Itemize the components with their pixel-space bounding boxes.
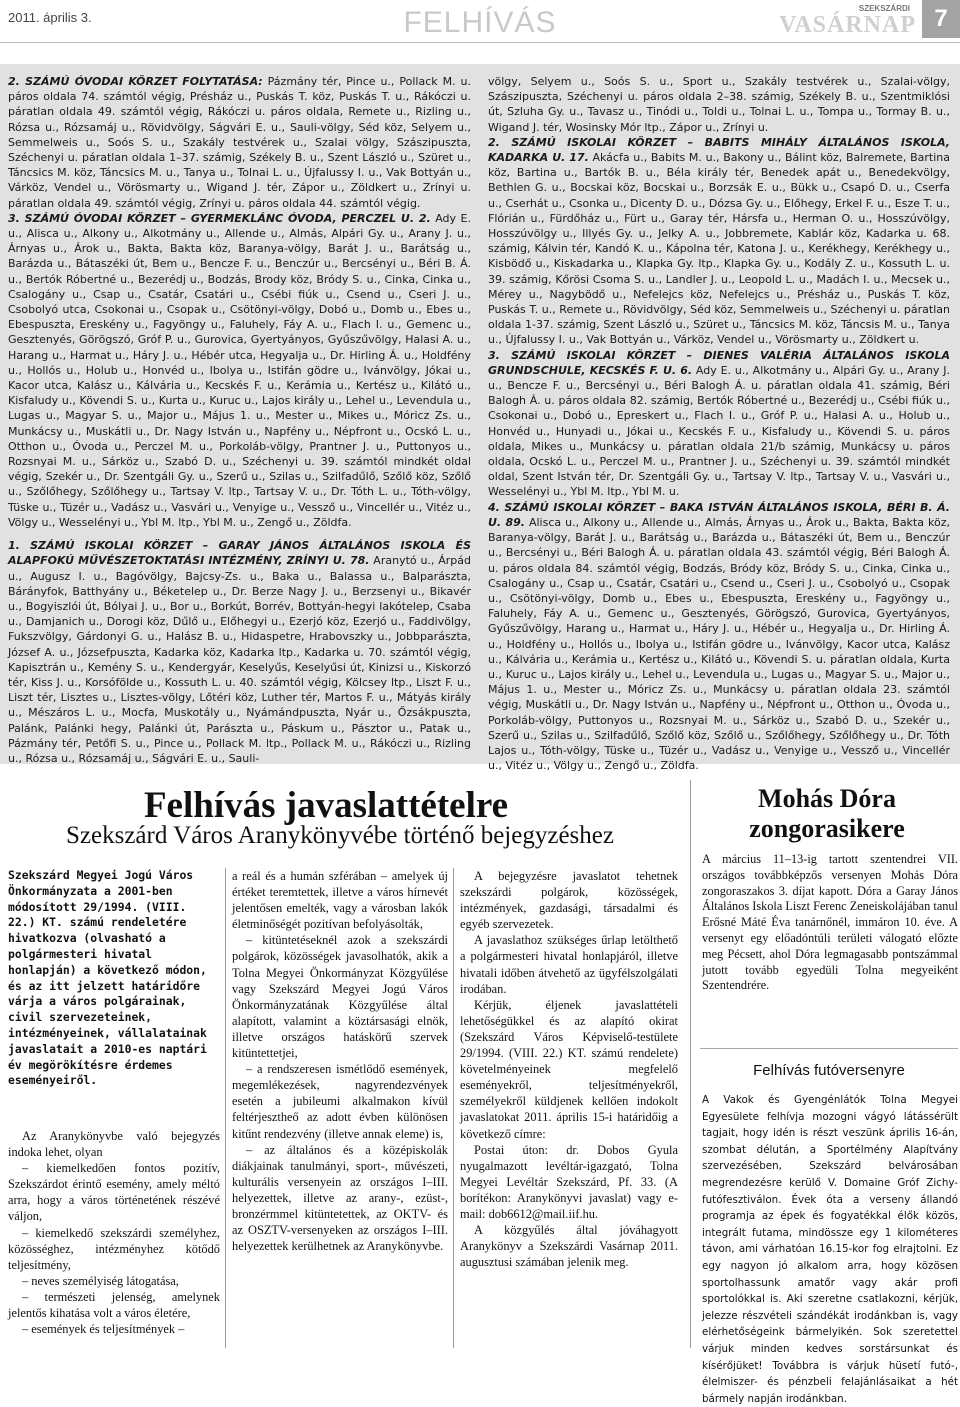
notice-column-right xyxy=(488,74,950,773)
article-paragraph: Az Aranykönyvbe való bejegyzés indoka lehet, olyan xyxy=(8,1129,220,1160)
sidebar-text: A március 11–13-ig tartott szentendrei VII. országos továbbképzős versenyen Mohás Dóra zongoraszakos 3. díjat kapott. Dóra a Garay János Általános Iskola Liszt Ferenc Zeneiskolájában tanul Erősné Máté Éva tanárnőnél, immáron 10. éve. A versenyt egy előadóntúli területi válogató előzte meg Pécsett, ahol Dóra legmagasabb pontszámmal jutott tovább egyedüli Tolna megyeiként Szentendrére. xyxy=(702,852,958,993)
notice-paragraph xyxy=(488,135,950,348)
article-column-1 xyxy=(8,1128,220,1337)
article-paragraph: A bejegyzésre javaslatot tehetnek szekszárdi polgárok, közösségek, intézmények, gazdasági, társadalmi és egyéb szervezetek. xyxy=(460,869,678,932)
district-heading: 2. SZÁMÚ ISKOLAI KÖRZET – BABITS MIHÁLY ÁLTALÁNOS ISKOLA, KADARKA U. 17. xyxy=(488,135,950,165)
district-heading: 3. SZÁMÚ ÓVODAI KÖRZET – GYERMEKLÁNC ÓVODA, PERCZEL U. 2. xyxy=(8,211,431,225)
page-header xyxy=(0,0,960,50)
article-paragraph: A közgyűlés által jóváhagyott Aranykönyv a Szekszárdi Vasárnap 2011. augusztusi számában jelenik meg. xyxy=(460,1223,678,1270)
district-streets: Aranytó u., Árpád u., Augusz I. u., Bagóvölgy, Bajcsy-Zs. u., Baka u., Balassa u., Balparászta, Bárányfok, Batthyány u., Béketelep u., Dr. Berze Nagy J. u., Berzsenyi u., Bikavér u., Bogyiszlói út, Bólyai J. u., Bor u., Borkút, Borrév, Bottyán-hegyi lakótelep, Csaba u., Damjanich u., Dorogi köz, Dűlő u., Előhegyi u., Ezerjó köz, Ezerjó u., Faddivölgy, Fukszvölgy, Gárdonyi G. u., Halász B. u., Hidaspetre, Hrabovszky u., Jobbparászta, József A. u., Józsefpuszta, Kadarka köz, Kadarka ltp., Kadarka u. 70. számtól végig, Kapisztrán u., Kemény S. u., Kendergyár, Keselyűs, Keselyűsi út, Kinizsi u., Kiskorzó tér, Kiss J. u., Korsófölde u., Kossuth L. u. 40. számtól végig, Kölcsey ltp., Liszt F. u., Liszt tér, Lisztes u., Lisztes-völgy, Lőtéri köz, Luther tér, Martos F. u., Mátyás király u., Mészáros L. u., Mocfa, Muskotály u., Nyámándpuszta, Nyár u., Őzsákpuszta, Palánk, Palánki hegy, Palánki út, Parászta u., Páskum u., Pásztor u., Patak u., Pázmány tér, Petőfi S. u., Pince u., Pollack M. ltp., Pollack M. u., Rákóczi u., Rizling u., Rózsa u., Rózsamáj u., Ságvári E. u., Sauli- xyxy=(8,554,471,765)
article-paragraph: – az általános és a középiskolák diákjainak tanulmányi, sport-, művészeti, kulturális versenyein az országos I–III. helyezettek, illetve az arany-, ezüst-, bronzérmmel kitüntetettek, az OKTV- és az OSZTV-versenyeken az országos I–III. helyezettek kerülhetnek az Aranykönyvbe. xyxy=(232,1142,448,1254)
brand-logo-small: SZEKSZÁRDI xyxy=(858,4,910,13)
district-streets: Ady E. u., Alkotmány u., Alpári Gy. u., Arany J. u., Bencze F. u., Bercsényi u., Béri Balogh Á. u. páratlan oldala 41. számig, Béri Balogh Á. u. páros oldala 82. számig, Bertók Róbertné u., Bezerédj u., Csébi fiúk u., Csokonai u., Dobó u., Epreskert u., Flach I. u., Gróf P. u., Halasi A. u., Holub u., Honvéd u., Hunyadi u., Jókai u., Kecskés F. u., Kisfaludy u., Kövendi S. u. páros oldala, Mikes u., Munkácsy u. páratlan oldala 21/b számig, Munkácsy u. páros oldala, Ocskó L. u., Perczel M. u., Prantner J. u., Széchenyi u. 39. számtól mindkét oldal, Szent István tér, Dr. Szentgáli Gy. u., Tartsay V. ltp., Tartsay V. u., Vasvári u., Wesselényi u., Ybl M. ltp., Ybl M. u. xyxy=(488,363,951,499)
notice-paragraph xyxy=(8,538,471,766)
article-column-3 xyxy=(460,868,678,1270)
notice-column-left xyxy=(8,74,471,766)
article-paragraph: – kiemelkedő szekszárdi személyhez, közösséghez, intézményhez kötődő teljesítmény, xyxy=(8,1225,220,1272)
sidebar-title: Mohás Dóra zongorasikere xyxy=(749,784,905,843)
district-streets: Ady E. u., Alisca u., Alkony u., Alkotmány u., Allende u., Almás, Alpári Gy. u., Arany J. u., Árnyas u., Árok u., Bakta, Bakta köz, Baranya-völgy, Barát J. u., Barátság u., Barázda u., Bátaszéki út, Bem u., Bencze F. u., Benczúr u., Bercsényi u., Béri B. Á. u., Bertók Róbertné u., Bezerédj u., Bodzás, Brody köz, Bródy S. u., Cinka, Cinka u., Csalogány u., Csap u., Csatár, Csatári u., Csébi fiúk u., Csend u., Cseri J. u., Csobolyó utca, Csokonai u., Csopak u., Csötönyi-völgy, Dobó u., Domb u., Ebes u., Ebespuszta, Ereskény u., Fagyöngy u., Faluhely, Fáy A. u., Flach I. u., Gemenc u., Gesztenyés, Görögszó, Gróf P. u., Gurovica, Gyertyányos, Gyűszűvölgy, Halasi A. u., Harang u., Harmat u., Háry J. u., Hébér utca, Hegyalja u., Dr. Hirling Á. u., Holdfény u., Hollós u., Holub u., Honvéd u., Ibolya u., Istifán gödre u., Ivánvölgy, Jókai u., Kacor utca, Kalász u., Kálvária u., Kecskés F. u., Kerámia u., Kertész u., Kilátó u., Kisfaludy u., Kövendi S. u., Kurta u., Kuruc u., Lajos király u., Lehel u., Levendula u., Lugas u., Magyar S. u., Major u., Május 1. u., Mester u., Mikes u., Móricz Zs. u., Munkácsy u., Muskátli u., Dr. Nagy István u., Napfény u., Népfront u., Ocskó L. u., Otthon u., Óvoda u., Perczel M. u., Porkoláb-völgy, Prantner J. u., Puttonyos u., Rozsnyai M. u., Sárköz u., Szabó D. u., Széchenyi u. 39. számtól mindkét oldal végig, Szekér u., Dr. Szentgáli Gy. u., Szerű u., Szilas u., Szilfadűlő, Szőlő köz, Szőlő u., Szőlőhegy, Szőlőhegy u., Tartsay V. ltp., Tartsay V. u., Dr. Tóth L. u., Tóth-völgy, Tüske u., Tüzér u., Vadász u., Vasvári u., Venyige u., Vessző u., Vincellér u., Vitéz u., Völgy u., Wesselényi u., Ybl M. ltp., Ybl M. u., Zengő u., Zöldfa. xyxy=(8,211,471,529)
article-paragraph: A javaslathoz szükséges űrlap letölthető a polgármesteri hivatal honlapjáról, illetve hivatali időben átvehető az ügyfélszolgálati irodában. xyxy=(460,933,678,996)
header-divider xyxy=(0,42,960,43)
district-heading: 4. SZÁMÚ ISKOLAI KÖRZET – BAKA ISTVÁN ÁLTALÁNOS ISKOLA, BÉRI B. Á. U. 89. xyxy=(488,500,950,529)
article-title: Felhívás javaslattételre xyxy=(143,785,509,826)
brand-logo xyxy=(779,4,916,40)
section-title: FELHÍVÁS xyxy=(403,6,557,39)
district-streets: völgy, Selyem u., Soós S. u., Sport u., Szakály testvérek u., Szalai-völgy, Szászipuszta, Széchenyi u. páros oldala 2–38. számig, Székely B. u., Szentmiklósi út, Szluha Gy. u., Tavasz u., Tinódi u., Toldi u., Tolnai L. u., Tompa u., Tormay B. u., Wigand J. tér, Wosinsky Mór ltp., Zápor u., Zrínyi u. xyxy=(488,75,950,134)
notice-paragraph xyxy=(488,500,950,774)
article-paragraph: – neves személyiség látogatása, xyxy=(22,1273,179,1288)
notice-paragraph xyxy=(488,74,950,135)
notice-paragraph xyxy=(8,74,471,211)
spacer xyxy=(8,530,471,538)
district-heading: 2. SZÁMÚ ÓVODAI KÖRZET FOLYTATÁSA: xyxy=(8,75,263,88)
district-streets: Akácfa u., Babits M. u., Bakony u., Bálint köz, Balremete, Bartina köz, Bartina u., Bartók B. u., Béla király tér, Benedek apát u., Benedekvölgy, Bethlen G. u., Bocskai köz, Bocskai u., Borzsák E. u., Bükk u., Csapó D. u., Cserfa u., Cserhát u., Csonka u., Dicenty D. u., Dózsa Gy. u., Előhegy, Erkel F. u., Esze T. u., Flórián u., Fürdőház u., Fürt u., Garay tér, Hársfa u., Herman O. u., Hosszúvölgy, Hosszúvölgy u., Illyés Gy. u., Jelky A. u., Jobbremete, Kablár köz, Kadarka u. 68. számig, Kálvin tér, Kandó K. u., Kápolna tér, Katona J. u., Kerékhegy, Kerékhegy u., Kisbödő u., Kiskadarka u., Klapka Gy. ltp., Klapka Gy. u., Kodály Z. u., Kossuth L. u. 39. számig, Kőrösi Csoma S. u., Landler J. u., Leopold L. u., Madách I. u., Mecsek u., Mérey u., Nagybödő u., Nefelejcs köz, Nefelejcs u., Présház u., Puskás T. köz, Puskás T. u., Remete u., Rövidvölgy, Séd köz, Semmelweis u., Széchenyi u. páratlan oldala 1-37. számig, Szent László u., Szüret u., Táncsics M. köz, Táncsis M. u., Tanya u., Újfalussy I. u., Vak Bottyán u., Várköz, Vendel u., Vörösmarty u., Zöldkert u. xyxy=(488,151,950,347)
district-notice xyxy=(0,64,960,773)
district-streets: Alisca u., Alkony u., Allende u., Almás, Árnyas u., Árok u., Bakta, Bakta köz, Baranya-völgy, Barát J. u., Barátság u., Barázda u., Bátaszéki út, Bem u., Benczúr u., Bercsényi u., Béri Balogh Á. u. páratlan oldala 43. számtól végig, Béri Balogh Á. u. páros oldala 84. számtól végig, Bodzás, Bródy köz, Bródy S. u., Cinka, Cinka u., Csalogány u., Csap u., Csatár, Csatári u., Csend u., Cseri J. u., Csobolyó u., Csopak u., Csötönyi-völgy, Domb u., Ebes u., Ebespuszta, Ereskény u., Fagyöngy u., Faluhely, Fáy A. u., Gemenc u., Gesztenyés, Görögszó, Gurovica, Gyertyányos, Gyűszűvölgy, Harang u., Harmat u., Háry J. u., Hébér u., Hegyalja u., Dr. Hirling Á. u., Holdfény u., Hollós u., Ibolya u., Istifán gödre u., Ivánvölgy, Kacor utca, Kalász u., Kálvária u., Kerámia u., Kertész u., Kilátó u., Kövendi S. u. páratlan oldala, Kurta u., Kuruc u., Lajos király u., Lehel u., Levendula u., Lugas u., Magyar S. u., Major u., Május 1. u., Mester u., Móricz Zs. u., Munkácsy u. páratlan oldala 23. számtól végig, Muskátli u., Dr. Nagy István u., Napfény u., Népfront u., Otthon u., Óvoda u., Porkoláb-völgy, Puttonyos u., Rozsnyai M. u., Sárköz u., Szabó D. u., Szekér u., Szerű u., Szilas u., Szilfadűlő, Szőlő köz, Szőlő u., Szőlőhegy, Szőlőhegy u., Dr. Tóth Lajos u., Tóth-völgy, Tüske u., Tüzér u., Vadász u., Venyige u., Vessző u., Vincellér u., Vitéz u., Völgy u., Zengő u., Zöldfa. xyxy=(488,515,950,773)
sidebar-divider xyxy=(690,780,691,1348)
district-heading: 3. SZÁMÚ ISKOLAI KÖRZET – DIENES VALÉRIA ÁLTALÁNOS ISKOLA GRUNDSCHULE, KECSKÉS F. U. 6. xyxy=(488,348,950,377)
notice-paragraph xyxy=(488,348,950,500)
article-subtitle: Szekszárd Város Aranykönyvébe történő bejegyzéshez xyxy=(66,822,614,849)
sidebar-text-2: A Vakok és Gyengénlátók Tolna Megyei Egyesülete felhívja mozogni vágyó látássérült tagjait, hogy idén is részt veszünk április 16-án, szombat délután, a Sportélmény Alapítvány szervezésében, Szekszárd belvárosában megrendezésre kerülő V. Domaine Gróf Zichy-futófesztiválon. Évek óta a verseny állandó programja az épek és fogyatékkal élők közös, integrált futama, mindössze egy 1 kilométeres távon, ami várhatóan 16.15-kor fog elrajtolni. Ez egy nagyon jó alkalom arra, hogy közösen sportolhassunk amatőr vagy akár profi sportolókkal is. Aki szeretne csatlakozni, kérjük, jelezze részvételi szándékát irodánkban is, vagy elérhetőségeink bármelyikén. Sok szeretettel várjuk minden kedves sorstársunkat és kísérőjüket! Továbbra is várjuk hüsetí futó-, élelmiszer- és pénzbeli felajánlásaikat a hét bármely napján irodánkban. xyxy=(702,1094,958,1405)
article-paragraph: – a rendszeresen ismétlődő események, megemlékezések, nagyrendezvények esetén a jubileumi alkalmakon kívül feltérjesztheő az adott évben különösen kitűnt rendezvény (illetve annak eleme) is, xyxy=(232,1062,448,1141)
column-divider xyxy=(225,868,226,1348)
page-number: 7 xyxy=(922,0,960,38)
notice-paragraph xyxy=(8,211,471,530)
article-paragraph: Kérjük, éljenek javaslattételi lehetőségükkel és az alapító okirat (Szekszárd Város Képviselő-testülete 29/1994. (VIII. 22.) KT. számú rendelete) követelményeinek megfelelő eseményekről, teljesítményekről, személyekről küldjenek kellően indokolt javaslatokat 2011. április 15-i határidőig a következő címre: xyxy=(460,997,678,1141)
brand-logo-name: VASÁRNAP xyxy=(779,12,916,38)
district-heading: 1. SZÁMÚ ISKOLAI KÖRZET – GARAY JÁNOS ÁLTALÁNOS ISKOLA ÉS ALAPFOKÚ MŰVÉSZETOKTATÁSI INTÉZMÉNY, ZRÍNYI U. 78. xyxy=(8,539,471,568)
issue-date: 2011. április 3. xyxy=(8,10,92,25)
article-paragraph: a reál és a humán szférában – amelyek új értéket teremtettek, illetve a város hírnevét jelentősen emelték, vagy a városban lakók életminőségét pozitívan befolyásolták, xyxy=(232,869,448,932)
article-paragraph: – kiemelkedően fontos pozitív, Szekszárdot érintő esemény, amely méltó arra, hogy a város történetének részévé váljon, xyxy=(8,1161,220,1224)
column-divider xyxy=(453,868,454,1348)
article-paragraph: – események és teljesítmények – xyxy=(22,1322,185,1337)
article-paragraph: – kitüntetéseknél azok a szekszárdi polgárok, közösségek javasolhatók, akik a Tolna Megyei Önkormányzat Közgyűlése vagy Szekszárd Megyei Jogú Város Önkormányzatának Közgyűlése által alapított, valamint a köztársasági elnök, illetve országos hatáskörű szervek kitüntettetjei, xyxy=(232,933,448,1061)
article-lead: Szekszárd Megyei Jogú Város Önkormányzata a 2001-ben módosított 29/1994. (VIII. 22.) KT. számú rendeletére hivatkozva (olvasható a polgármesteri hivatal honlapján) a következő módon, és az itt jelzett határidőre várja a város polgárainak, civil szervezeteinek, intézményeinek, vállalatainak javaslatait a 2010-es naptári év megörökítésre érdemes eseményeiről. xyxy=(8,868,207,1088)
article-paragraph: Postai úton: dr. Dobos Gyula nyugalmazott levéltár-igazgató, Tolna Megyei Levéltár Szekszárd, Pf. 33. (A borítékon: Aranykönyvi javaslat) vagy e-mail: dob6612@mail.iif.hu. xyxy=(460,1142,678,1221)
article-paragraph: – természeti jelenség, amelynek jelentős kihatása volt a város életére, xyxy=(8,1289,220,1321)
district-streets: Pázmány tér, Pince u., Pollack M. u. páros oldala 74. számtól végig, Présház u., Puskás T. köz, Puskás T. u., Rákóczi u. páratlan oldala 49. számtól végig, Rákóczi u. páros oldala, Remete u., Rizling u., Rózsa u., Rózsamáj u., Rövidvölgy, Ságvári E. u., Sauli-völgy, Séd köz, Selyem u., Semmelweis u., Soós S. u., Szakály testvérek u., Szalai völgy, Szászipuszta, Széchenyi u. páratlan oldala 1–37. számig, Székely B. u., Szent László u., Szüret u., Táncsics M. köz, Táncsics M. u., Tanya u., Tolnai L. u., Újfalussy I. u., Vak Bottyán u., Várköz, Vendel u., Vörösmarty u., Wigand J. tér, Zápor u., Zöldkert u., Zrínyi u. páratlan oldala 49. számtól végig, Zrínyi u. páros oldala 44. számtól végig. xyxy=(8,75,471,210)
article-column-2 xyxy=(232,868,448,1254)
sidebar-divider-horizontal xyxy=(700,1048,958,1049)
sidebar-title-2: Felhívás futóversenyre xyxy=(753,1062,905,1079)
